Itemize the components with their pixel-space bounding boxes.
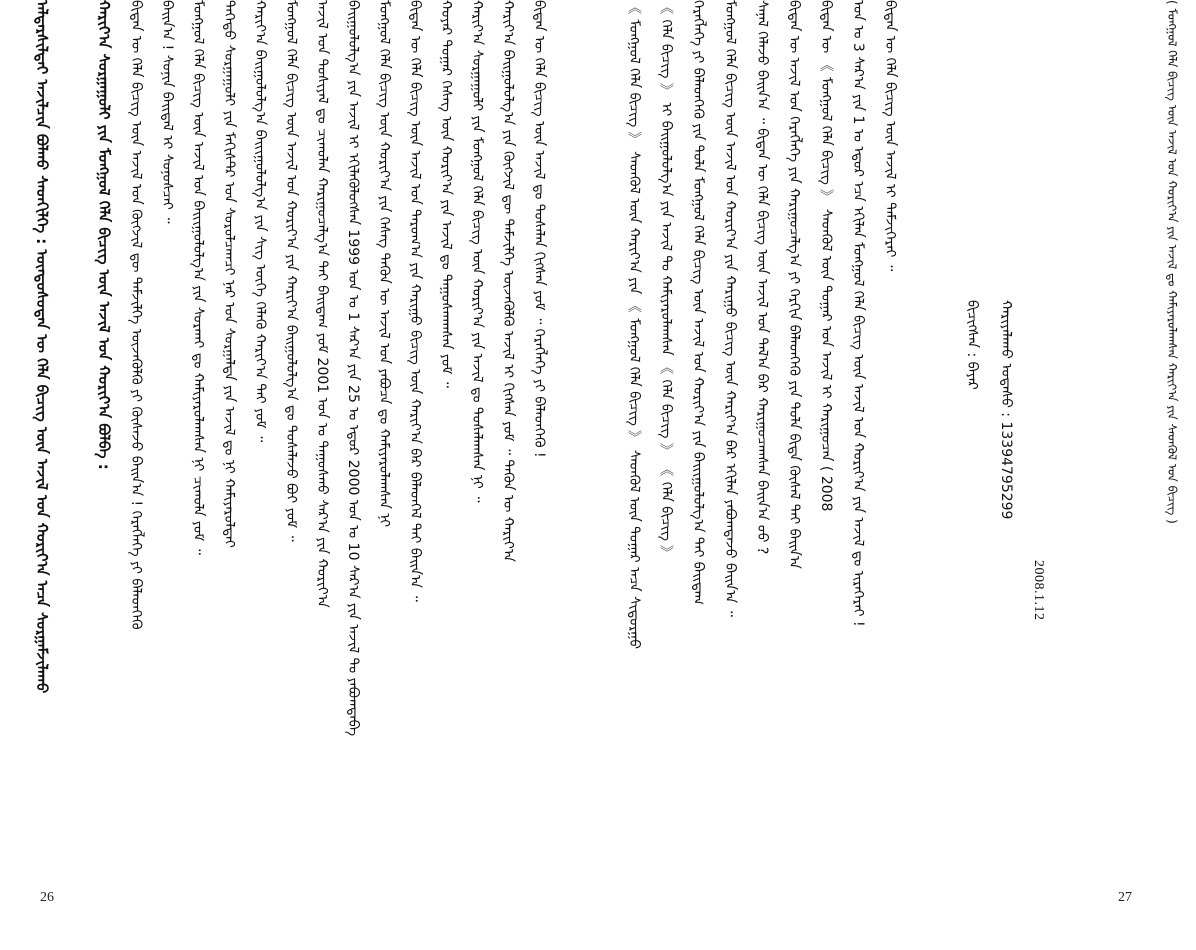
column-text: ᠣᠨ ᠤ 3 ᠰᠠᠷ᠎ᠠ ᠶᠢᠨ 1 ᠤ ᠡᠳᠦᠷ ᠡᠴᠡ ᠡᠬᠢᠯᠡᠨ ᠮᠣᠩᠭᠣᠯ ᠬᠡᠯᠡ ᠪᠢᠴᠢᠭ ᠦᠨ ᠠᠵᠢᠯ ᠤᠨ ᠬᠣᠷᠢᠶ᠎ᠠ ᠶᠢᠨ ᠠᠵᠢᠯ ᠳᠤ ᠢᠷᠡᠭᠡᠷᠡᠢ ! (850, 0, 866, 627)
page-number: 26 (40, 890, 54, 905)
column-text: ᠮᠣᠩᠭᠣᠯ ᠬᠡᠯᠡ ᠪᠢᠴᠢᠭ ᠦᠨ ᠠᠵᠢᠯ ᠤᠨ ᠬᠣᠷᠢᠶ᠎ᠠ ᠶᠢᠨ ᠬᠠᠷᠢᠶ᠎ᠠ ᠪᠠᠢᠭᠤᠯᠤᠯᠭ᠎ᠠ ᠳᠤ ᠲᠤᠰᠠᠯᠠᠵᠤ ᠪᠣᠢ ᠶᠤᠮ ᠃ (283, 0, 299, 542)
text-column (654, 0, 678, 950)
text-column (372, 0, 396, 950)
column-text: ᠰᠠᠨᠠᠯ ᠬᠡᠯᠡᠵᠦ ᠪᠠᠢᠨ᠎ᠠ ᠃ ᠪᠢᠳᠡᠨ ᠦ ᠬᠡᠯᠡ ᠪᠢᠴᠢᠭ ᠦᠨ ᠠᠵᠢᠯ ᠤᠨ ᠲᠠᠯ᠎ᠠ ᠪᠠᠷ ᠬᠠᠷᠢᠭᠤᠴᠠᠭᠰᠠᠨ ᠪᠠᠢᠨ᠎ᠠ ᠤᠤ ? (754, 0, 770, 555)
contact-line: ᠬᠠᠷᠢᠶᠠᠯᠠᠬᠤ ᠤᠲᠠᠰᠤ : 13394795299 (998, 300, 1014, 520)
column-text: ᠪᠢᠳᠡᠨ ᠦ ᠬᠡᠯᠡ ᠪᠢᠴᠢᠭ ᠦᠨ ᠠᠵᠢᠯ ᠤᠨ ᠳᠠᠷᠤᠭ᠎ᠠ ᠶᠢᠨ ᠬᠠᠷᠢᠭᠤ ᠪᠢᠴᠢᠭ ᠦᠨ ᠬᠠᠷᠢᠶ᠎ᠠ ᠪᠡᠷ ᠪᠡᠯᠡᠳᠬᠡᠯ ᠲᠡᠢ ᠪᠠᠢᠨ᠎ᠠ ᠃ (407, 0, 423, 602)
column-text: ᠪᠢᠳᠡᠨ ᠦ ᠬᠡᠯᠡ ᠪᠢᠴᠢᠭ ᠦᠨ ᠠᠵᠢᠯ ᠤᠨ ᠬᠥᠭᠵᠢᠯ ᠳᠦ ᠳᠡᠮᠵᠢᠯᠭᠡ ᠦᠵᠡᠭᠦᠯᠬᠦ ᠶᠢ ᠬᠦᠰᠡᠵᠦ ᠪᠠᠢᠨ᠎ᠠ ! ᠬᠡᠷᠡᠭᠯᠡᠭᠡ ᠶᠢ ᠪᠡᠯᠡᠳᠬᠡᠬᠦ (128, 0, 144, 630)
page-number: 27 (1118, 890, 1132, 905)
column-text: ᠬᠣᠶᠠᠷ ᠳᠤᠭᠠᠷ ᠬᠡᠰᠡᠭ ᠦᠨ ᠬᠣᠷᠢᠶ᠎ᠠ ᠶᠢᠨ ᠠᠵᠢᠯ ᠳᠤ ᠳᠠᠭᠤᠰᠬᠠᠭᠰᠠᠨ ᠶᠤᠮ ᠃ (438, 0, 454, 388)
text-column (124, 0, 148, 950)
contact-column (994, 0, 1018, 950)
column-text: ᠮᠣᠩᠭᠣᠯ ᠬᠡᠯᠡ ᠪᠢᠴᠢᠭ ᠦᠨ ᠠᠵᠢᠯ ᠤᠨ ᠬᠣᠷᠢᠶ᠎ᠠ ᠶᠢᠨ ᠬᠠᠷᠢᠭᠤ ᠪᠢᠴᠢᠭ ᠦᠨ ᠬᠠᠷᠢᠶ᠎ᠠ ᠪᠡᠷ ᠡᠬᠢᠯᠡᠨ ᠶᠠᠪᠤᠭᠳᠠᠵᠤ ᠪᠠᠢᠨ᠎ᠠ ᠃ (722, 0, 738, 617)
text-column (279, 0, 303, 950)
column-text: ᠬᠠᠷᠢᠶ᠎ᠠ ᠪᠠᠢᠭᠤᠯᠤᠯᠭ᠎ᠠ ᠪᠠᠢᠢᠭᠤᠯᠤᠯᠭ᠎ᠠ ᠶᠢᠨ ᠰᠢᠭ ᠦᠭᠡ ᠬᠡᠯᠡᠬᠦ ᠬᠠᠷᠢᠶ᠎ᠠ ᠲᠠᠢ ᠶᠤᠮ ᠃ (252, 0, 268, 443)
text-column (341, 0, 365, 950)
column-text: ᠬᠠᠷᠢᠶ᠎ᠠ ᠰᠤᠷᠭᠠᠭᠤᠯᠢ ᠶᠢᠨ ᠮᠣᠩᠭᠣᠯ ᠬᠡᠯᠡ ᠪᠢᠴᠢᠭ ᠦᠨ ᠠᠵᠢᠯ ᠤᠨ ᠬᠣᠷᠢᠶ᠎ᠠ ᠪᠣᠯᠪᠠ : (95, 0, 113, 470)
text-column (248, 0, 272, 950)
column-text: 《 ᠬᠡᠯᠡ ᠪᠢᠴᠢᠭ 》 ᠢ ᠪᠠᠢᠭᠤᠯᠤᠯᠭ᠎ᠠ ᠶᠢᠨ ᠠᠵᠢᠯ ᠲᠤ ᠬᠠᠮᠢᠶᠠᠷᠤᠯᠠᠭᠰᠠᠨ 《 ᠬᠡᠯᠡ ᠪᠢᠴᠢᠭ 》 《 ᠬᠡᠯᠡ ᠪᠢᠴᠢᠭ 》 (658, 0, 674, 560)
text-column (496, 0, 520, 950)
column-text: ᠮᠣᠩᠭᠣᠯ ᠬᠡᠯᠡ ᠪᠢᠴᠢᠭ ᠦᠨ ᠬᠣᠷᠢᠶ᠎ᠠ ᠶᠢᠨ ᠬᠡᠰᠡᠭ ᠲᠡᠭᠦᠨ ᠦ ᠠᠵᠢᠯ ᠤᠨ ᠶᠠᠪᠤᠴᠠ ᠳᠤ ᠬᠠᠮᠢᠶᠠᠷᠤᠯᠠᠭᠰᠠᠨ ᠨᠢ (376, 0, 392, 528)
date-column (1026, 0, 1050, 950)
text-column (155, 0, 179, 950)
text-column (846, 0, 870, 950)
column-text: ᠪᠠᠢᠭᠤᠯᠤᠯᠭ᠎ᠠ ᠶᠢᠨ ᠠᠵᠢᠯ ᠢ ᠡᠬᠢᠯᠡᠭᠦᠯᠦᠭᠰᠡᠨ 1999 ᠣᠨ ᠤ 1 ᠰᠠᠷ᠎ᠠ ᠶᠢᠨ 25 ᠤ ᠡᠳᠦᠷ 2000 ᠣᠨ ᠤ 10 ᠰᠠᠷ᠎ᠠ ᠶᠢᠨ ᠠᠵᠢᠯ ᠲᠤ ᠶᠠᠪᠤᠭᠳᠠᠪᠠ (345, 0, 361, 737)
author-column (960, 0, 984, 950)
author-line: ᠪᠢᠴᠢᠭᠰᠡᠨ : ᠪᠠᠶᠠᠷ (964, 300, 980, 390)
column-text: ᠬᠡᠷᠡᠭᠯᠡᠭᠡ ᠶᠢ ᠪᠡᠯᠡᠳᠬᠡᠬᠦ ᠶᠢᠨ ᠲᠤᠯᠠ ᠮᠣᠩᠭᠣᠯ ᠬᠡᠯᠡ ᠪᠢᠴᠢᠭ ᠦᠨ ᠠᠵᠢᠯ ᠤᠨ ᠬᠣᠷᠢᠶ᠎ᠠ ᠶᠢᠨ ᠪᠠᠢᠢᠭᠤᠯᠤᠯᠭ᠎ᠠ ᠲᠠᠢ ᠪᠠᠢᠳᠠᠭ (690, 0, 706, 605)
column-text: ᠠᠵᠢᠯ ᠤᠨ ᠲᠤᠰᠢᠶᠠᠯ ᠳᠤ ᠴᠢᠬᠤᠯᠠᠨ ᠬᠠᠷᠢᠭᠤᠴᠠᠯᠭ᠎ᠠ ᠲᠠᠢ ᠪᠠᠢᠳᠠᠭ ᠶᠤᠮ 2001 ᠣᠨ ᠤ ᠳᠠᠭᠤᠰᠬᠤ ᠰᠠᠷ᠎ᠠ ᠶᠢᠨ ᠬᠣᠷᠢᠶ᠎ᠠ (314, 0, 330, 608)
column-text: ᠬᠠᠷᠢᠶ᠎ᠠ ᠪᠠᠢᠭᠤᠯᠤᠯᠭ᠎ᠠ ᠶᠢᠨ ᠬᠥᠭᠵᠢᠯ ᠳᠦ ᠳᠡᠮᠵᠢᠯᠭᠡ ᠦᠵᠡᠭᠦᠯᠬᠦ ᠠᠵᠢᠯ ᠢ ᠬᠢᠭᠰᠡᠨ ᠶᠤᠮ ᠃ ᠲᠡᠭᠦᠨ ᠦ ᠬᠠᠷᠢᠶ᠎ᠠ (500, 0, 516, 562)
column-text: ᠮᠣᠩᠭᠣᠯ ᠬᠡᠯᠡ ᠪᠢᠴᠢᠭ ᠦᠨ ᠠᠵᠢᠯ ᠤᠨ ᠪᠠᠢᠢᠭᠤᠯᠤᠯᠭ᠎ᠠ ᠶᠢᠨ ᠰᠤᠷᠬᠠᠢ ᠳᠤ ᠬᠠᠮᠢᠶᠠᠷᠤᠯᠠᠭᠰᠠᠨ ᠨᠢ ᠴᠢᠬᠤᠯᠠ ᠶᠤᠮ ᠃ (190, 0, 206, 555)
column-text: ᠪᠢᠳᠡᠨ ᠦ ᠬᠡᠯᠡ ᠪᠢᠴᠢᠭ ᠦᠨ ᠠᠵᠢᠯ ᠢ ᠳᠡᠮᠵᠢᠭᠡᠷᠡᠢ ᠃ (882, 0, 898, 272)
text-column (622, 0, 646, 950)
text-column (92, 0, 116, 950)
column-text: ᠪᠢᠳᠡᠨ ᠦ ᠠᠵᠢᠯ ᠤᠨ ᠬᠡᠷᠡᠭᠯᠡᠭᠡ ᠶᠢᠨ ᠬᠠᠷᠢᠭᠤᠴᠠᠯᠭ᠎ᠠ ᠶᠢ ᠬᠡᠷᠬᠢᠨ ᠪᠡᠯᠡᠳᠬᠡᠬᠦ ᠶᠢᠨ ᠲᠤᠯᠠ ᠪᠢᠳᠡ ᠬᠦᠰᠡᠯ ᠲᠡᠢ ᠪᠠᠢᠨ᠎ᠠ (786, 0, 802, 569)
text-column (686, 0, 710, 950)
caption-text: ( ᠮᠣᠩᠭᠣᠯ ᠬᠡᠯᠡ ᠪᠢᠴᠢᠭ ᠦᠨ ᠠᠵᠢᠯ ᠤᠨ ᠬᠣᠷᠢᠶ᠎ᠠ ᠶᠢᠨ ᠠᠵᠢᠯ ᠳᠤ ᠬᠠᠮᠢᠶᠠᠷᠤᠯᠠᠭᠰᠠᠨ ᠬᠠᠷᠢᠶ᠎ᠠ ᠶᠢᠨ ᠰᠡᠳᠬᠦᠯ ᠤᠨ ᠪᠢᠴᠢᠭ ) (1165, 0, 1179, 524)
caption-column (1162, 0, 1182, 950)
text-column (782, 0, 806, 950)
text-column (750, 0, 774, 950)
text-column (310, 0, 334, 950)
column-text: ᠪᠠᠢᠨ᠎ᠠ ! ᠰᠣᠨᠢᠨ ᠪᠠᠢᠳᠠᠯ ᠢ ᠰᠣᠨᠤᠰᠴᠠᠢ ᠃ (159, 0, 175, 224)
column-text: 《 ᠮᠣᠩᠭᠣᠯ ᠬᠡᠯᠡ ᠪᠢᠴᠢᠭ 》 ᠰᠡᠳᠬᠦᠯ ᠦᠨ ᠬᠠᠷᠢᠶ᠎ᠠ ᠶᠢᠨ 《 ᠮᠣᠩᠭᠣᠯ ᠬᠡᠯᠡ ᠪᠢᠴᠢᠭ 》 ᠰᠡᠳᠬᠦᠯ ᠦᠨ ᠳᠤᠭᠠᠷ ᠠᠴᠠ ᠰᠢᠳᠤᠷᠭᠤ (626, 0, 642, 650)
column-text: ᠪᠢᠳᠡᠨ ᠦ 《 ᠮᠣᠩᠭᠣᠯ ᠬᠡᠯᠡ ᠪᠢᠴᠢᠭ 》 ᠰᠡᠳᠬᠦᠯ ᠦᠨ ᠳᠤᠭᠠᠷ ᠤᠨ ᠠᠵᠢᠯ ᠢ ᠬᠠᠷᠢᠭᠤᠴᠠᠨ ( 2008 (818, 0, 834, 512)
text-column (527, 0, 551, 950)
text-column (465, 0, 489, 950)
text-column (878, 0, 902, 950)
text-column (30, 0, 54, 950)
text-column (814, 0, 838, 950)
right-page (598, 0, 1196, 950)
column-text: ᠠᠯᠳᠠᠷᠰᠢᠯᠲᠠᠢ ᠠᠵᠢᠯᠴᠢᠨ ᠪᠣᠯᠬᠤ ᠰᠡᠳᠬᠢᠯᠭᠡ : ᠦᠨᠳᠦᠰᠦᠲᠡᠨ ᠦ ᠬᠡᠯᠡ ᠪᠢᠴᠢᠭ ᠦᠨ ᠠᠵᠢᠯ ᠤᠨ ᠬᠣᠷᠢᠶ᠎ᠠ ᠠᠴᠠ ᠰᠤᠷᠭᠠᠮᠵᠢᠯᠠᠬᠤ (33, 0, 51, 694)
column-text: ᠳᠡᠭᠡᠳᠦ ᠰᠤᠷᠭᠠᠭᠤᠯᠢ ᠶᠢᠨ ᠮᠠᠭᠢᠰᠲ᠋ᠷ ᠤᠨ ᠰᠤᠷᠤᠯᠴᠠᠭᠴᠢ ᠨᠠᠷ ᠤᠨ ᠰᠤᠷᠭᠠᠯᠳᠠ ᠶᠢᠨ ᠠᠵᠢᠯ ᠳᠤ ᠨᠢ ᠬᠠᠮᠢᠶᠠᠷᠤᠯᠲᠠᠢ (221, 0, 237, 548)
text-column (403, 0, 427, 950)
text-column (186, 0, 210, 950)
column-text: ᠪᠢᠳᠡᠨ ᠦ ᠬᠡᠯᠡ ᠪᠢᠴᠢᠭ ᠦᠨ ᠠᠵᠢᠯ ᠳᠤ ᠲᠤᠰᠠᠯᠠᠨ ᠬᠢᠭᠰᠡᠨ ᠶᠤᠮ ᠃ ᠬᠡᠷᠡᠭᠯᠡᠭᠡ ᠶᠢ ᠪᠡᠯᠡᠳᠬᠡᠬᠦ ! (531, 0, 547, 458)
column-text: ᠬᠠᠷᠢᠶ᠎ᠠ ᠰᠤᠷᠭᠠᠭᠤᠯᠢ ᠶᠢᠨ ᠮᠣᠩᠭᠣᠯ ᠬᠡᠯᠡ ᠪᠢᠴᠢᠭ ᠦᠨ ᠬᠣᠷᠢᠶ᠎ᠠ ᠶᠢᠨ ᠠᠵᠢᠯ ᠳᠤ ᠲᠤᠰᠠᠯᠠᠭᠰᠠᠨ ᠨᠢ ᠃ (469, 0, 485, 503)
date-line: 2008.1.12 (1031, 560, 1046, 621)
text-column (718, 0, 742, 950)
text-column (217, 0, 241, 950)
text-column (434, 0, 458, 950)
